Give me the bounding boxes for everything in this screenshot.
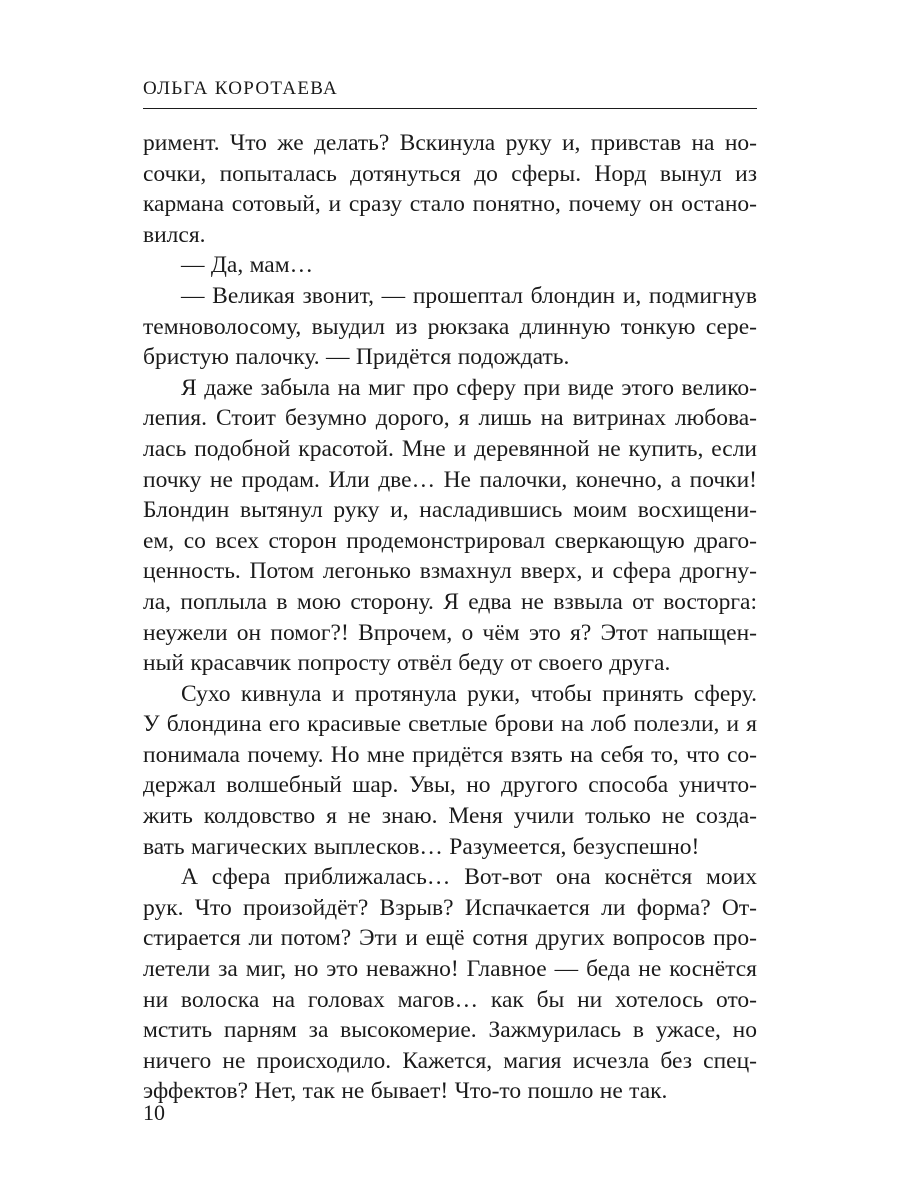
text-line: ценность. Потом легонько взмахнул вверх, и сфера дрогну-: [143, 558, 757, 585]
text-line: ни волоска на головах магов… как бы ни хотелось ото-: [143, 986, 757, 1013]
text-line: кармана сотовый, и сразу стало понятно, почему он остано-: [143, 191, 757, 218]
text-line: ла, поплыла в мою сторону. Я едва не взвыла от восторга:: [143, 588, 757, 615]
page-number: 10: [143, 1100, 165, 1125]
text-line: Сухо кивнула и протянула руки, чтобы принять сферу.: [181, 680, 757, 707]
text-line: вился.: [143, 221, 206, 248]
text-line: — Великая звонит, — прошептал блондин и, подмигнув: [181, 282, 757, 309]
text-line: летели за миг, но это неважно! Главное — беда не коснётся: [143, 956, 757, 983]
text-line: рук. Что произойдёт? Взрыв? Испачкается ли форма? От-: [143, 894, 757, 921]
text-line: понимала почему. Но мне придётся взять на себя то, что со-: [143, 741, 757, 768]
text-line: Блондин вытянул руку и, насладившись моим восхищени-: [143, 497, 757, 524]
text-line: Я даже забыла на миг про сферу при виде этого велико-: [181, 374, 757, 401]
running-header: [143, 76, 757, 109]
text-line: ный красавчик попросту отвёл беду от своего друга.: [143, 650, 671, 677]
text-line: бристую палочку. — Придётся подождать.: [143, 344, 570, 371]
text-line: неужели он помог?! Впрочем, о чём это я? Этот напыщен-: [143, 619, 757, 646]
text-line: лепия. Стоит безумно дорого, я лишь на витринах любова-: [143, 405, 757, 432]
text-line: стирается ли потом? Эти и ещё сотня других вопросов про-: [143, 925, 757, 952]
running-title: ОЛЬГА КОРОТАЕВА: [143, 78, 339, 99]
text-line: мстить парням за высокомерие. Зажмурилась в ужасе, но: [143, 1017, 757, 1044]
text-line: держал волшебный шар. Увы, но другого способа уничто-: [143, 772, 757, 799]
text-line: сочки, попыталась дотянуться до сферы. Норд вынул из: [143, 160, 757, 187]
text-line: У блондина его красивые светлые брови на лоб полезли, и я: [143, 711, 757, 738]
text-line: ем, со всех сторон продемонстрировал сверкающую драго-: [143, 527, 757, 554]
text-line: — Да, мам…: [181, 252, 314, 279]
text-line: А сфера приближалась… Вот-вот она коснётся моих: [181, 864, 757, 891]
text-line: римент. Что же делать? Вскинула руку и, привстав на но-: [143, 130, 757, 156]
text-line: вать магических выплесков… Разумеется, безуспешно!: [143, 833, 700, 860]
text-line: жить колдовство я не знаю. Меня учили только не созда-: [143, 803, 757, 830]
text-line: темноволосому, выудил из рюкзака длинную тонкую сере-: [143, 313, 757, 340]
page-body: [143, 128, 757, 1107]
text-line: ничего не происходило. Кажется, магия исчезла без спец-: [143, 1047, 757, 1074]
text-line: почку не продам. Или две… Не палочки, конечно, а почки!: [143, 466, 757, 493]
text-line: лась подобной красотой. Мне и деревянной не купить, если: [143, 435, 757, 462]
text-line: эффектов? Нет, так не бывает! Что-то пошло не так.: [143, 1078, 668, 1105]
